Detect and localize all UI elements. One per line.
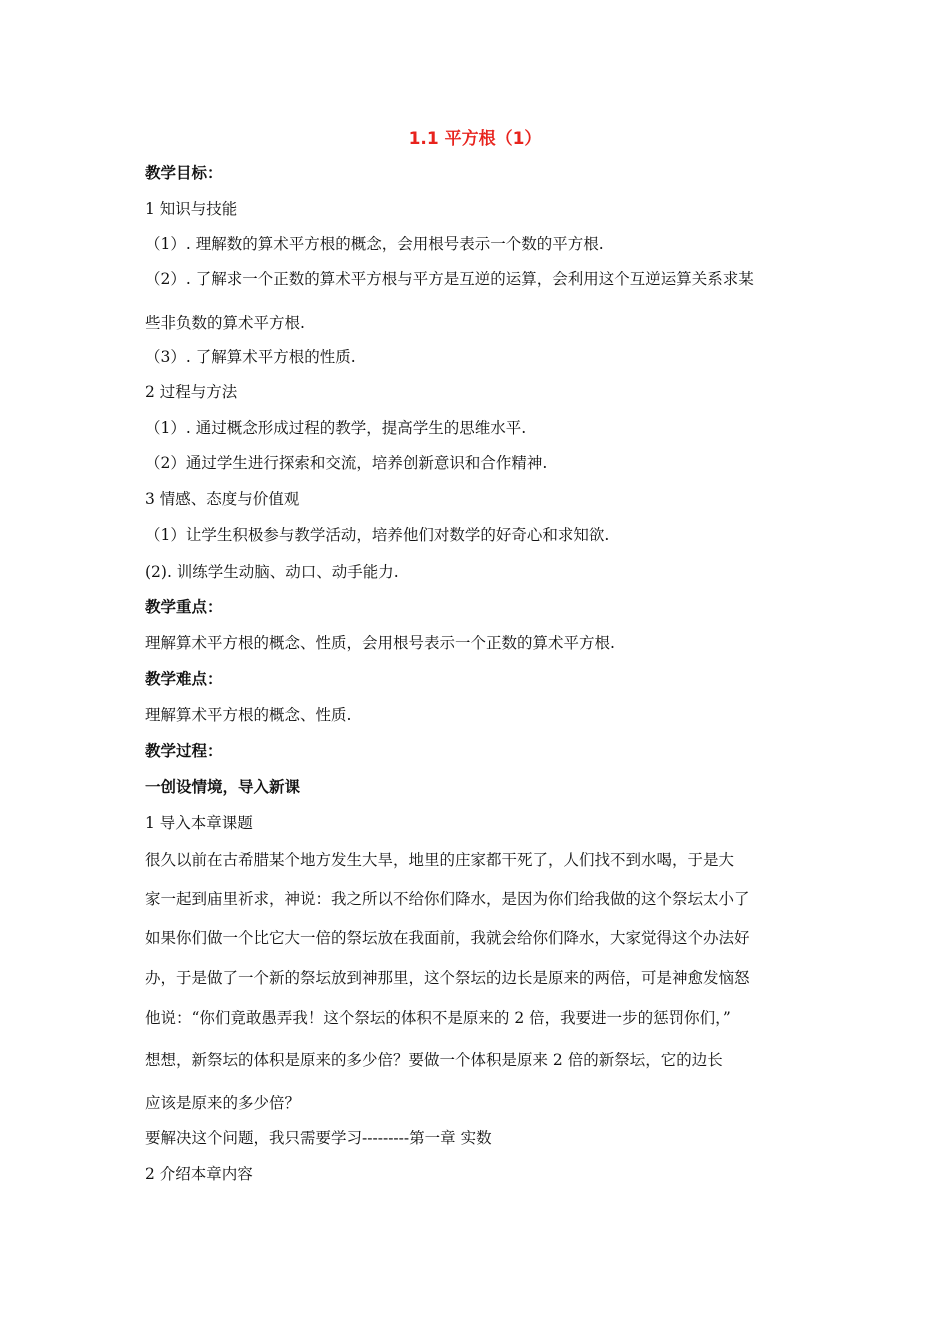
process-heading: 教学过程： [145,742,223,760]
key-points-heading: 教学重点： [145,598,223,616]
objective-item: （1）. 通过概念形成过程的教学，提高学生的思维水平. [145,419,527,437]
objective-item: （1）让学生积极参与教学活动，培养他们对数学的好奇心和求知欲. [145,526,610,544]
story-line: 家一起到庙里祈求，神说：我之所以不给你们降水，是因为你们给我做的这个祭坛太小了 [145,890,750,908]
key-points-text: 理解算术平方根的概念、性质，会用根号表示一个正数的算术平方根. [145,634,615,652]
lesson-title: 1.1 平方根（1） [408,129,542,149]
objective-item: （2）. 了解求一个正数的算术平方根与平方是互逆的运算，会利用这个互逆运算关系求某 [145,270,754,288]
question-line: 应该是原来的多少倍？ [145,1094,301,1112]
difficulties-text: 理解算术平方根的概念、性质. [145,706,352,724]
story-line: 很久以前在古希腊某个地方发生大旱，地里的庄家都干死了，人们找不到水喝，于是大 [145,851,735,869]
subsection-intro-chapter: 1 导入本章课题 [145,814,253,832]
section-process-methods: 2 过程与方法 [145,383,238,401]
objective-item: (2). 训练学生动脑、动口、动手能力. [145,563,399,581]
section-attitudes-values: 3 情感、态度与价值观 [145,490,300,508]
question-line: 想想，新祭坛的体积是原来的多少倍？要做一个体积是原来 2 倍的新祭坛，它的边长 [145,1051,723,1069]
objectives-heading: 教学目标： [145,164,223,182]
story-line: 办，于是做了一个新的祭坛放到神那里，这个祭坛的边长是原来的两倍，可是神愈发恼怒 [145,969,750,987]
story-line: 他说：“你们竟敢愚弄我！这个祭坛的体积不是原来的 2 倍，我要进一步的惩罚你们，” [145,1009,731,1027]
difficulties-heading: 教学难点： [145,670,223,688]
subsection-chapter-content: 2 介绍本章内容 [145,1165,253,1183]
objective-item: （1）. 理解数的算术平方根的概念，会用根号表示一个数的平方根. [145,235,604,253]
story-line: 如果你们做一个比它大一倍的祭坛放在我面前，我就会给你们降水，大家觉得这个办法好 [145,929,750,947]
solution-line: 要解决这个问题，我只需要学习---------第一章 实数 [145,1129,492,1147]
part-one-heading: 一创设情境，导入新课 [145,778,301,796]
objective-item: （3）. 了解算术平方根的性质. [145,348,356,366]
section-knowledge-skills: 1 知识与技能 [145,200,238,218]
objective-item: （2）通过学生进行探索和交流，培养创新意识和合作精神. [145,454,548,472]
objective-item-continued: 些非负数的算术平方根. [145,314,305,332]
